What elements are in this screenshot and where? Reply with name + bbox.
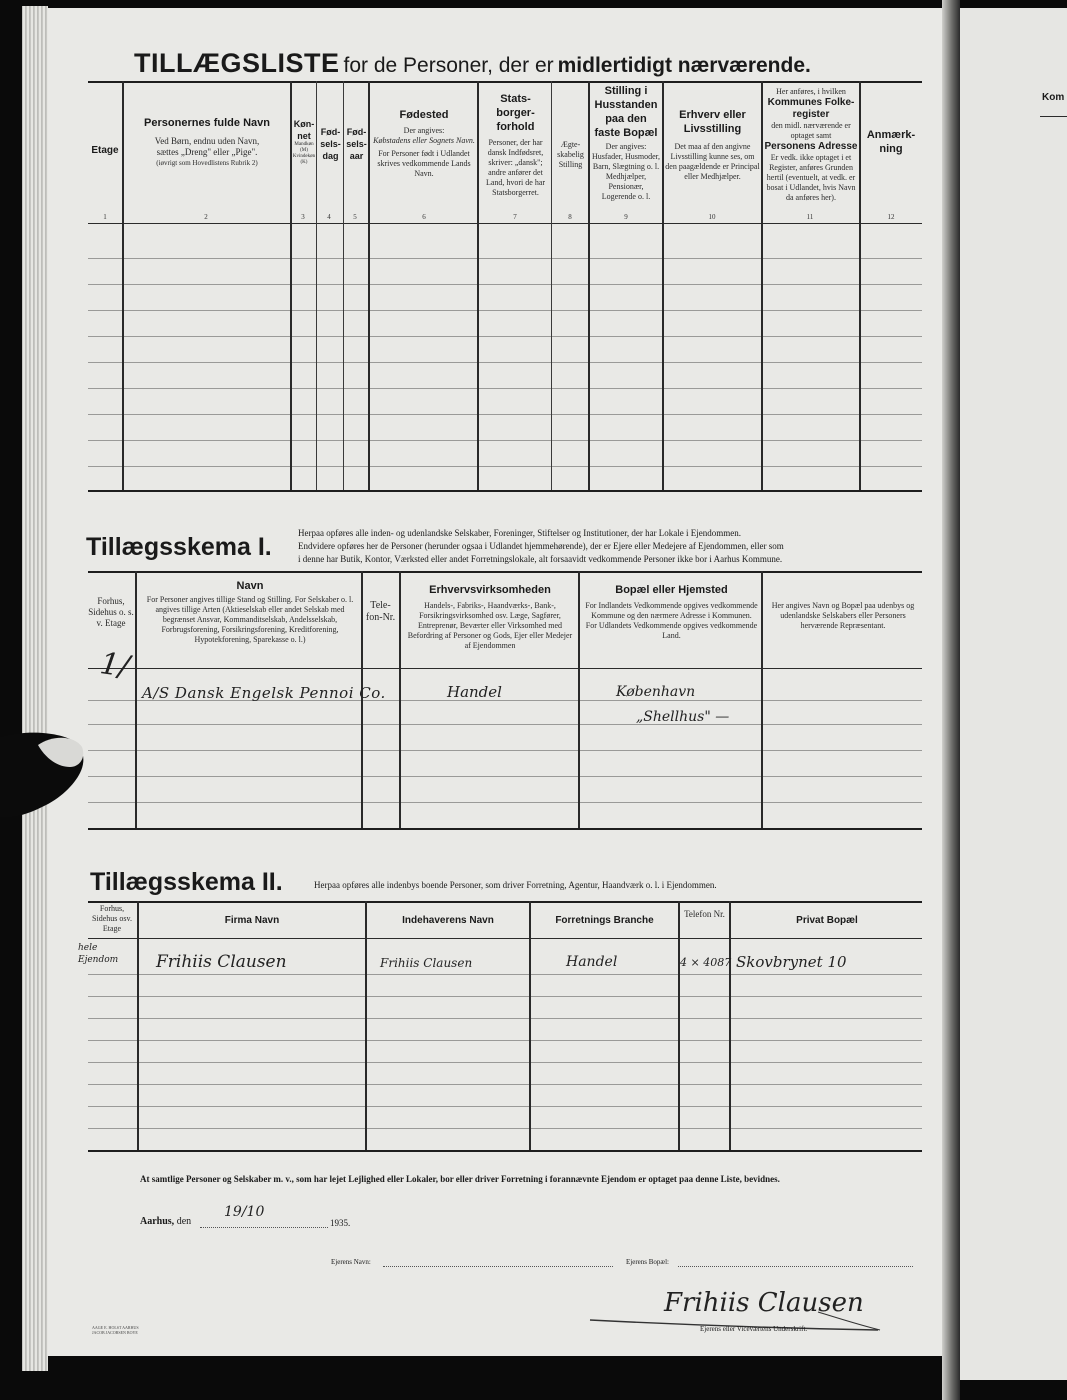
skema2-description: Herpaa opføres alle indenbys boende Personer, som driver Forretning, Agentur, Haandværk o. l. i Ejendommen. bbox=[314, 880, 717, 890]
col-num: 12 bbox=[887, 213, 895, 221]
s2-entry-branche: Handel bbox=[566, 954, 618, 970]
s1-header-udenbys: Her angives Navn og Bopæl paa udenbys og udenlandske Selskabers eller Personers herværende Repræsentant. bbox=[771, 601, 915, 630]
main-title bbox=[134, 48, 811, 79]
s2-header-branche: Forretnings Branche bbox=[555, 915, 654, 926]
owner-name-label: Ejerens Navn: bbox=[331, 1258, 371, 1266]
col-num: 10 bbox=[708, 213, 716, 221]
s1-header-navn: Navn For Personer angives tillige Stand og Stilling. For Selskaber o. l. angives tillige Arten (Aktieselskab eller andet Selskab med begrænset Ansvar, Kommanditselskab, Andelsselskab, Forbrugsforening, Forsikringsforening, Kreditforening, Hypotekforening, Sparekasse o. l.) bbox=[146, 580, 354, 644]
s2-entry-telefon: 4 × 4087 bbox=[680, 956, 732, 969]
t1-header-fodselsdag: Fød-sels-dag bbox=[320, 127, 341, 161]
t1-header-stats: Stats-borger-forhold Personer, der har dansk Indfødsret, skriver: „dansk"; andre anfører det Land, hvori de har Statsborgerret. bbox=[485, 93, 546, 197]
title-emphasis: midlertidigt nærværende. bbox=[557, 54, 811, 77]
s1-header-etage: Forhus, Sidehus o. s. v. Etage bbox=[88, 596, 134, 628]
skema1-description: Herpaa opføres alle inden- og udenlandske Selskaber, Foreninger, Stiftelser og Institutioner, der har Lokale i Ejendommen. Endvidere opføres her de Personer (herunder ogsaa i Udlandet hjemmehørende), der er Ejere eller Medejere af Ejendommen, eller som i denne har Butik, Kontor, Værksted eller andet Forretningslokale, alt forsaavidt vedkommende Personer ikke bor i Aarhus Kommune. bbox=[298, 528, 784, 564]
col-num: 6 bbox=[422, 213, 426, 221]
right-page-fragment: Kom bbox=[1042, 92, 1065, 103]
col-num: 3 bbox=[301, 213, 305, 221]
title-bold: TILLÆGSLISTE bbox=[134, 48, 340, 78]
skema2-title: Tillægsskema II. bbox=[90, 868, 283, 896]
s2-header-etage: Forhus, Sidehus osv. Etage bbox=[92, 904, 132, 933]
footer-statement: At samtlige Personer og Selskaber m. v., som har lejet Lejlighed eller Lokaler, bor eller driver Forretning i forannævnte Ejendom er optaget paa denne Liste, bevidnes. bbox=[140, 1174, 780, 1184]
s1-header-telefon: Tele-fon-Nr. bbox=[365, 600, 396, 623]
footer-den: den bbox=[176, 1216, 192, 1227]
col-num: 8 bbox=[568, 213, 572, 221]
s1-entry-erhverv: Handel bbox=[447, 683, 502, 701]
t1-header-fodselsaar: Fød-sels-aar bbox=[346, 127, 367, 161]
t1-header-kon: Køn-net Mandkøn (M) Kvindekøn (K) bbox=[292, 119, 316, 165]
footer-date: 19/10 bbox=[224, 1204, 265, 1220]
t1-header-erhverv: Erhverv eller Livsstilling Det maa af den angivne Livsstilling kunne ses, om den paagældende er Principal eller Medhjælper. bbox=[665, 109, 760, 181]
footer-year: 1935. bbox=[330, 1218, 351, 1228]
col-num: 2 bbox=[204, 213, 208, 221]
s1-entry-navn: A/S Dansk Engelsk Pennoi Co. bbox=[142, 684, 386, 702]
s2-header-indehaver: Indehaverens Navn bbox=[402, 915, 494, 926]
title-middle: for de Personer, der er bbox=[343, 54, 554, 77]
col-num: 11 bbox=[806, 213, 814, 221]
s2-entry-firma: Frihiis Clausen bbox=[156, 952, 287, 972]
t1-header-etage: Etage bbox=[91, 145, 119, 156]
t1-header-fodested: Fødested Der angives: Købstadens eller Sognets Navn. For Personer født i Udlandet skrives vedkommende Lands Navn. bbox=[373, 109, 475, 178]
document-page bbox=[48, 8, 942, 1356]
t1-header-navn: Personernes fulde Navn Ved Børn, endnu uden Navn, sættes „Dreng" eller „Pige". (iøvrigt som Hovedlistens Rubrik 2) bbox=[144, 117, 270, 167]
t1-header-aegte: Ægte-skabelig Stilling bbox=[557, 140, 584, 169]
s1-entry-etage: 1/ bbox=[97, 646, 132, 685]
footer-date-line bbox=[140, 1216, 191, 1227]
s2-entry-etage: hele Ejendom bbox=[78, 943, 119, 965]
col-num: 7 bbox=[513, 213, 517, 221]
s2-header-firma: Firma Navn bbox=[224, 915, 280, 926]
owner-address-label: Ejerens Bopæl: bbox=[626, 1258, 669, 1266]
signature-caption: Ejerens eller Viceværtens Underskrift. bbox=[700, 1325, 808, 1333]
s1-entry-bopael-line1: København bbox=[616, 684, 696, 700]
s2-header-telefon: Telefon Nr. bbox=[684, 909, 725, 919]
s2-header-bopael: Privat Bopæl bbox=[796, 915, 858, 926]
owner-signature: Frihiis Clausen bbox=[664, 1288, 864, 1318]
t1-header-anm: Anmærk-ning bbox=[866, 129, 916, 155]
skema1-title: Tillægsskema I. bbox=[86, 533, 272, 561]
t1-header-kommune: Her anføres, i hvilken Kommunes Folke-register den midl. nærværende er optaget samt Personens Adresse Er vedk. ikke optaget i et Register, anføres Grunden hertil (eventuelt, at vedk. er bosat i Udlandet, hvis Navn da anføres her). bbox=[764, 87, 858, 202]
col-num: 5 bbox=[353, 213, 357, 221]
s1-header-bopael: Bopæl eller Hjemsted For Indlandets Vedkommende opgives vedkommende Kommune og den nærmere Adresse i Kommunen. For Udlandets Vedkommende opgives vedkommende Land. bbox=[585, 584, 758, 640]
col-num: 9 bbox=[624, 213, 628, 221]
right-page bbox=[960, 8, 1067, 1380]
thumb-holding-page bbox=[0, 727, 88, 819]
printer-mark: AAGE E. HOLST AARHUS JACOB JACOBSEN BOYE bbox=[92, 1325, 139, 1335]
s1-entry-bopael-line2: „Shellhus" — bbox=[636, 709, 730, 725]
col-num: 1 bbox=[103, 213, 107, 221]
footer-city: Aarhus, bbox=[140, 1216, 175, 1227]
s2-entry-indehaver: Frihiis Clausen bbox=[380, 956, 473, 970]
s1-header-erhverv: Erhvervsvirksomheden Handels-, Fabriks-, Haandværks-, Bank-, Forsikringsvirksomhed osv. Læge, Sagfører, Entreprenør, Beværter eller Virksomhed med Befordring af Personer og Gods, Ejer eller Medejer af Ejendommen bbox=[407, 584, 573, 650]
t1-header-stilling: Stilling i Husstanden paa den faste Bopæl Der angives: Husfader, Husmoder, Barn, Slægtning o. l. Medhjælper, Pensionær, Logerende o. l. bbox=[591, 85, 660, 201]
book-gutter bbox=[942, 0, 960, 1400]
page-edge bbox=[22, 6, 48, 1371]
col-num: 4 bbox=[327, 213, 331, 221]
s2-entry-bopael: Skovbrynet 10 bbox=[736, 953, 847, 971]
